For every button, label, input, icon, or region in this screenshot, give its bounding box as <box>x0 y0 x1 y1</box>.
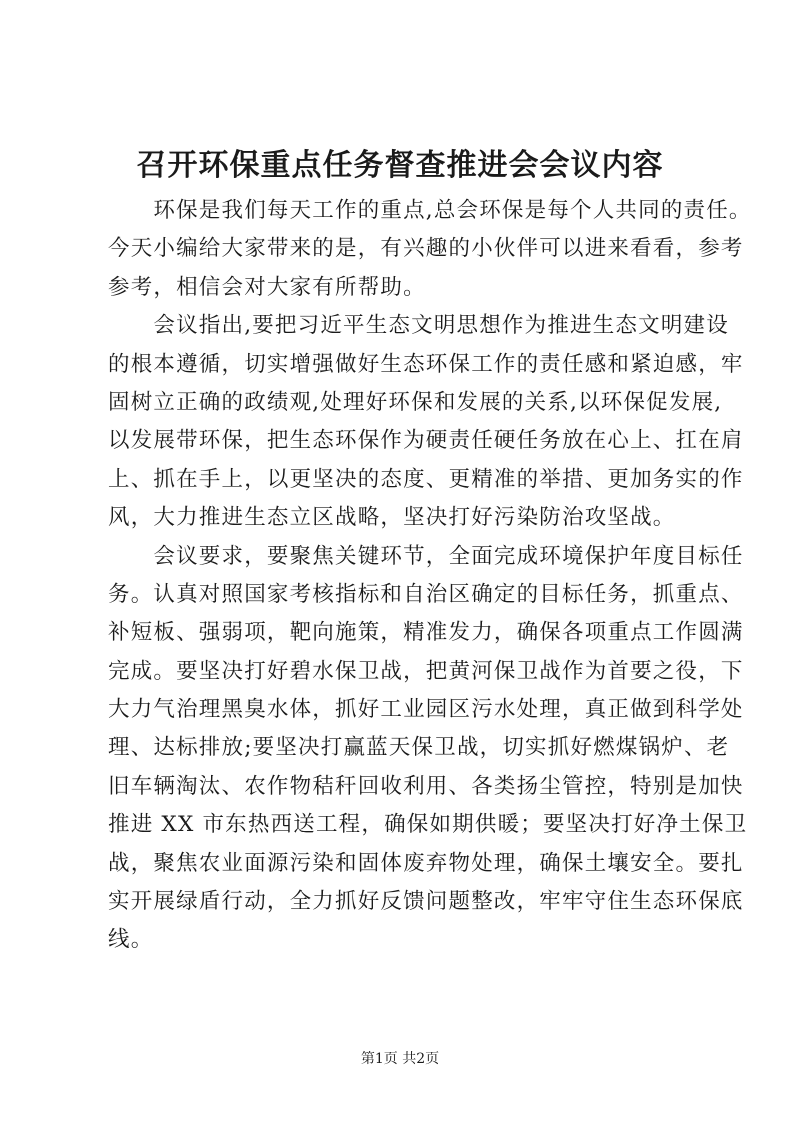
text-line: 环保是我们每天工作的重点,总会环保是每个人共同的责任。 <box>108 198 752 223</box>
text-line: 完成。要坚决打好碧水保卫战，把黄河保卫战作为首要之役，下 <box>108 658 744 684</box>
text-line: 上、抓在手上，以更坚决的态度、更精准的举措、更加务实的作 <box>108 466 744 492</box>
paragraph <box>108 192 752 307</box>
text-line: 会议要求，要聚焦关键环节，全面完成环境保护年度目标任 <box>108 543 744 569</box>
text-line: 的根本遵循，切实增强做好生态环保工作的责任感和紧迫感，牢 <box>108 351 744 377</box>
text-line: 推进 XX 市东热西送工程，确保如期供暖；要坚决打好净土保卫 <box>108 812 748 838</box>
text-line: 今天小编给大家带来的是，有兴趣的小伙伴可以进来看看，参考 <box>108 236 744 262</box>
text-line: 风，大力推进生态立区战略，坚决打好污染防治攻坚战。 <box>108 505 676 531</box>
paragraph <box>108 307 744 537</box>
text-line: 参考，相信会对大家有所帮助。 <box>108 274 426 300</box>
text-line: 旧车辆淘汰、农作物秸秆回收利用、各类扬尘管控，特别是加快 <box>108 773 744 799</box>
document-title: 召开环保重点任务督查推进会会议内容 <box>136 148 664 183</box>
text-line: 大力气治理黑臭水体，抓好工业园区污水处理，真正做到科学处 <box>108 697 744 723</box>
text-line: 战，聚焦农业面源污染和固体废弃物处理，确保土壤安全。要扎 <box>108 850 744 876</box>
text-line: 务。认真对照国家考核指标和自治区确定的目标任务，抓重点、 <box>108 581 744 607</box>
paragraph <box>108 538 748 960</box>
text-line: 实开展绿盾行动，全力抓好反馈问题整改，牢牢守住生态环保底 <box>108 889 744 915</box>
text-line: 补短板、强弱项，靶向施策，精准发力，确保各项重点工作圆满 <box>108 620 744 646</box>
text-line: 固树立正确的政绩观,处理好环保和发展的关系,以环保促发展, <box>108 389 723 415</box>
page-number: 第1页 共2页 <box>360 1051 440 1067</box>
text-line: 线。 <box>108 927 154 953</box>
text-line: 理、达标排放;要坚决打赢蓝天保卫战，切实抓好燃煤锅炉、老 <box>108 735 730 761</box>
document-body <box>108 192 752 960</box>
text-line: 以发展带环保，把生态环保作为硬责任硬任务放在心上、扛在肩 <box>108 428 744 454</box>
text-line: 会议指出,要把习近平生态文明思想作为推进生态文明建设 <box>108 313 729 339</box>
